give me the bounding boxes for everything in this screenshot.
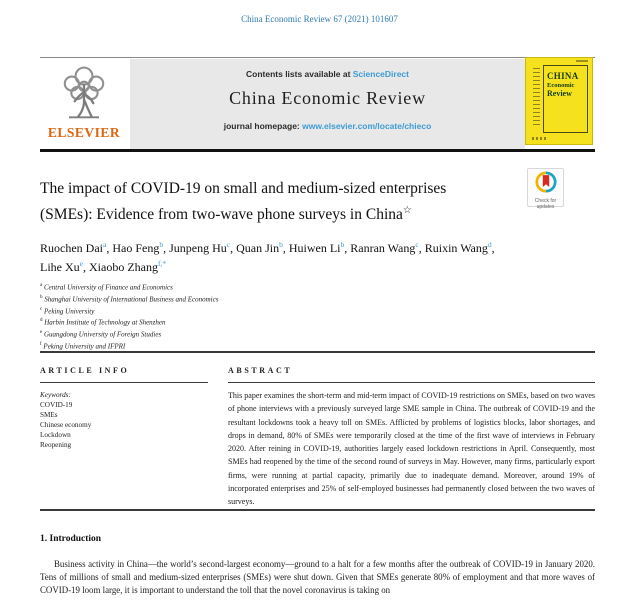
author: Hao Feng$^b$ ,	[112, 241, 169, 255]
author: Ruixin Wang$^d$ ,	[425, 241, 495, 255]
affiliation: $^f$ Peking University and IFPRI	[40, 342, 126, 351]
cover-title-line3: Review	[547, 89, 572, 98]
author: Junpeng Hu$^c$ ,	[169, 241, 236, 255]
paper-title-line2: (SMEs): Evidence from two-wave phone surveys in China☆	[40, 205, 412, 224]
homepage-line	[130, 121, 525, 131]
cover-side-decoration	[533, 68, 540, 128]
article-info-heading: ARTICLE INFO	[40, 366, 130, 375]
affiliation: $^d$ Harbin Institute of Technology at Shenzhen	[40, 318, 166, 327]
author: Quan Jin$^b$ ,	[236, 241, 289, 255]
banner-bottom-rule	[40, 149, 595, 152]
article-info-column	[40, 366, 208, 450]
elsevier-logo	[40, 60, 128, 148]
section-divider-top	[40, 351, 595, 353]
cover-footer-decoration	[532, 137, 548, 140]
check-updates-label: Check for updates	[534, 198, 557, 210]
title-footnote-star: ☆	[402, 205, 412, 216]
affiliation: $^e$ Guangdong University of Foreign Studies	[40, 330, 162, 339]
cover-title-line1: CHINA	[547, 71, 579, 81]
abstract-column	[228, 366, 595, 509]
paper-title	[40, 178, 520, 226]
affiliation: $^c$ Peking University	[40, 306, 95, 315]
homepage-prefix: journal homepage:	[223, 121, 303, 131]
cover-title-line2: Economic	[547, 82, 575, 89]
author: Huiwen Li$^b$ ,	[289, 241, 350, 255]
cover-title-frame	[543, 65, 588, 133]
abstract-heading: ABSTRACT	[228, 366, 293, 375]
journal-banner	[40, 57, 595, 152]
keyword: Reopening	[40, 441, 72, 449]
homepage-link[interactable]: www.elsevier.com/locate/chieco	[302, 121, 432, 131]
author: Xiaobo Zhang$^{f,*}$	[89, 259, 167, 274]
contents-line	[130, 69, 525, 79]
paper-title-line1: The impact of COVID-19 on small and medium-sized enterprises	[40, 180, 447, 197]
keyword: Lockdown	[40, 431, 71, 439]
article-info-rule	[40, 382, 208, 383]
keyword: SMEs	[40, 411, 58, 419]
sciencedirect-link[interactable]: ScienceDirect	[352, 69, 409, 79]
affiliation: $^b$ Shanghai University of International Business and Economics	[40, 294, 219, 304]
journal-citation: China Economic Review 67 (2021) 101607	[241, 14, 398, 24]
abstract-text: This paper examines the short-term and mid-term impact of COVID-19 restrictions on SMEs, based on two waves of phone interviews with a previously surveyed large SME sample in China. The outbreak of COVID-19 and the resultant lockdowns took a heavy toll on SMEs. Afflicted by problems of logistics blocks, labor shortages, and drops in demand, 80% of SMEs were temporarily closed at the time of the first wave of interviews in February 2020. After reining in COVID-19, authorities largely eased lockdown restrictions in April. Consequently, most SMEs had reopened by the time of the second round of surveys in May. However, many firms, particularly export firms, were running at partial capacity, primarily due to inadequate demand. Moreover, around 19% of incorporated enterprises and 25% of self-employed businesses had permanently closed between the two waves of surveys.	[228, 391, 595, 507]
author: Lihe Xu$^e$ ,	[40, 260, 89, 274]
cover-corner-decoration	[576, 60, 588, 62]
journal-cover-thumbnail	[525, 57, 593, 145]
author: Ruochen Dai$^a$ ,	[40, 241, 112, 255]
introduction-heading: 1. Introduction	[40, 534, 102, 544]
elsevier-tree-icon	[55, 62, 113, 122]
elsevier-wordmark: ELSEVIER	[47, 125, 121, 140]
keyword: COVID-19	[40, 401, 73, 409]
introduction-paragraph: Business activity in China—the world’s second-largest economy—ground to a halt for a few months after the outbreak of COVID-19 in January 2020. Tens of millions of small and medium-sized enterprises (SMEs) were shut down. Given that SMEs generate 80% of employment and that more waves of COVID-19 loom large, it is important to understand the toll that the novel coronavirus is taking on	[40, 559, 595, 596]
affiliation-list	[40, 281, 218, 352]
keyword: Chinese economy	[40, 421, 92, 429]
contents-prefix: Contents lists available at	[246, 69, 353, 79]
abstract-rule	[228, 382, 595, 383]
section-divider-bottom	[40, 509, 595, 511]
check-updates-icon	[535, 171, 557, 193]
banner-center-panel	[130, 59, 525, 149]
banner-top-rule	[40, 57, 595, 58]
author-list	[40, 237, 518, 275]
affiliation: $^a$ Central University of Finance and Economics	[40, 283, 173, 292]
check-for-updates-badge[interactable]	[527, 168, 564, 210]
journal-title: China Economic Review	[229, 88, 426, 108]
author: Ranran Wang$^c$ ,	[350, 241, 424, 255]
keywords-label: Keywords:	[40, 391, 71, 399]
